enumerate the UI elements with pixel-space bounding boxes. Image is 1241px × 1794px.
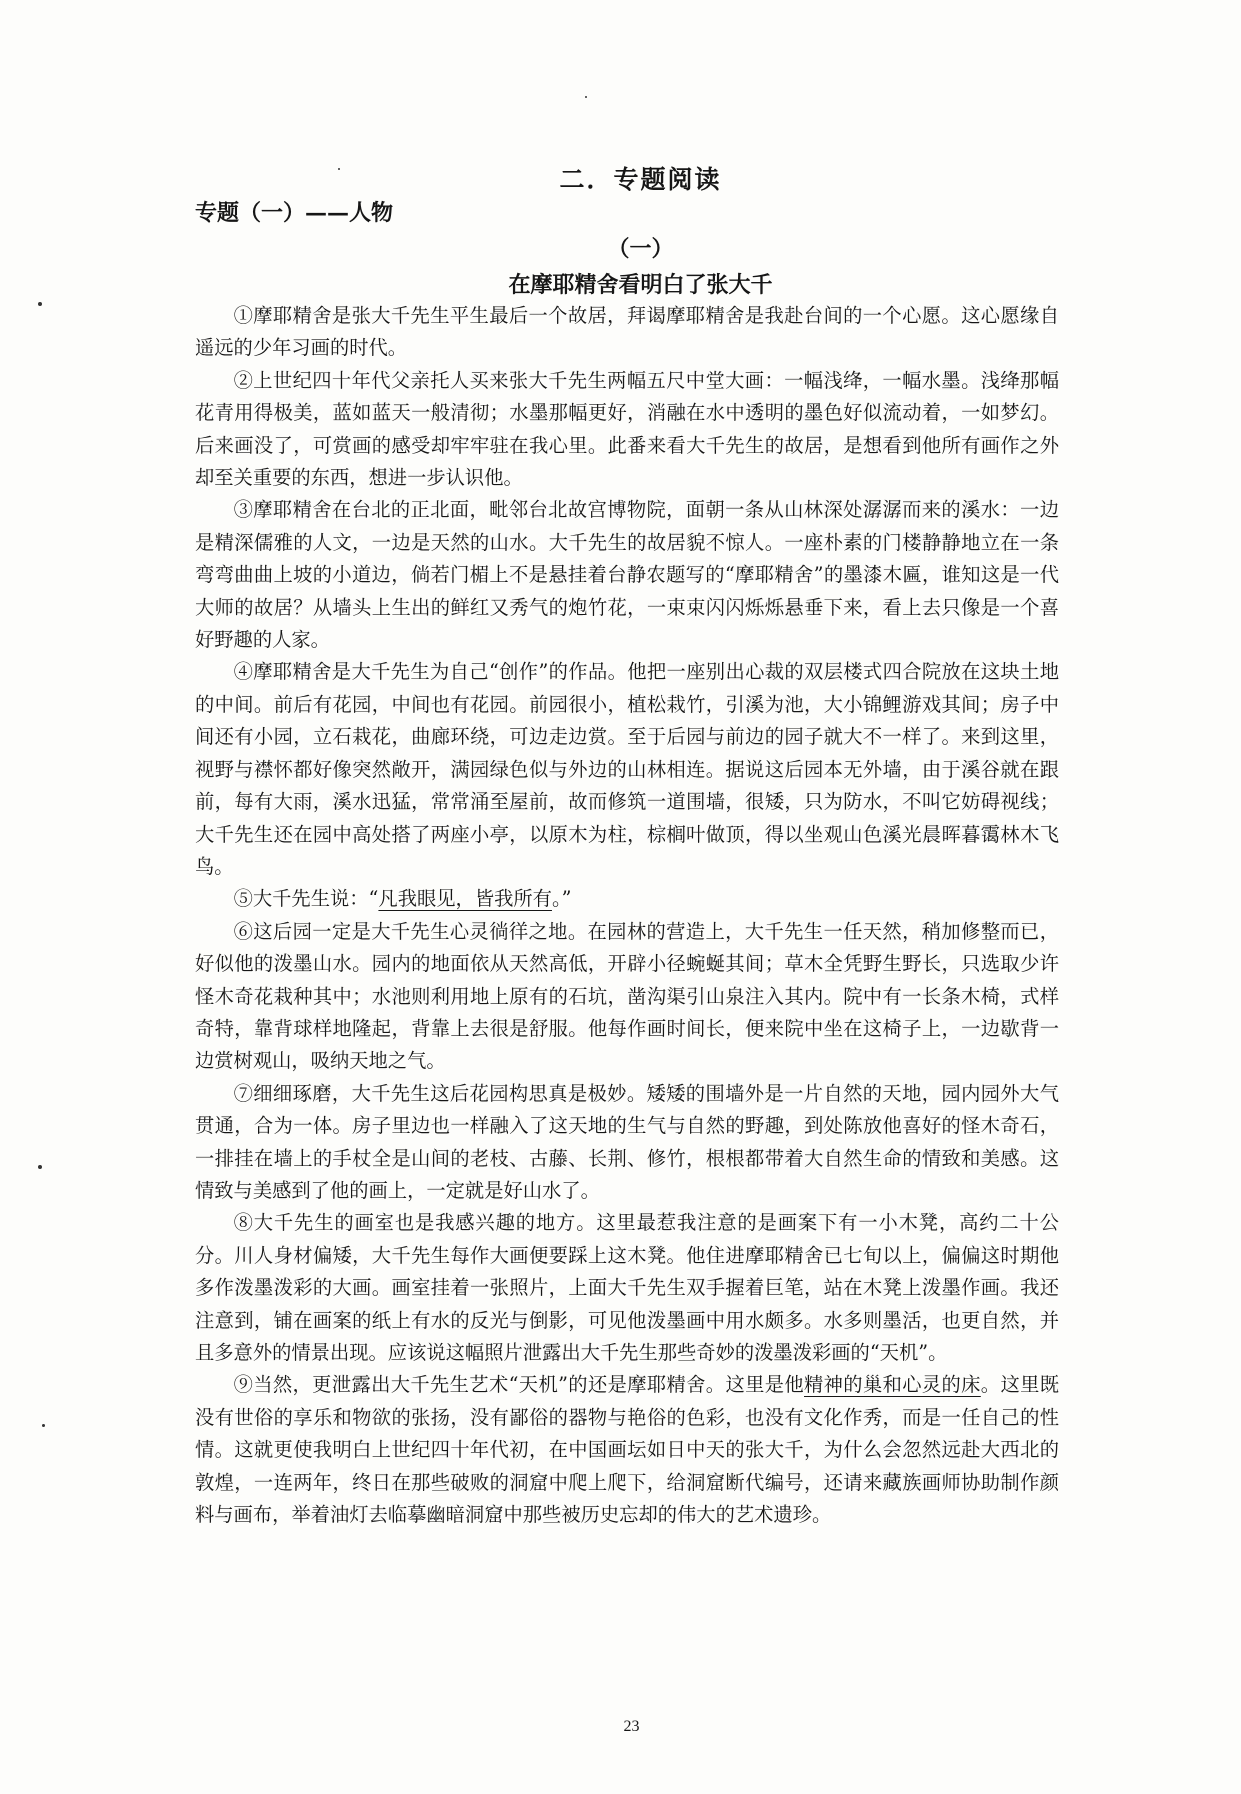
- section-heading: 二．专题阅读: [559, 165, 722, 194]
- paragraph-5: [195, 883, 1059, 915]
- paragraph-9: [195, 1369, 1059, 1531]
- paragraph-3: ③摩耶精舍在台北的正北面，毗邻台北故宫博物院，面朝一条从山林深处潺潺而来的溪水：一边是精深儒雅的人文，一边是天然的山水。大千先生的故居貌不惊人。一座朴素的门楼静静地立在一条弯弯曲曲上坡的小道边，倘若门楣上不是悬挂着台静农题写的“摩耶精舍”的墨漆木匾，谁知这是一代大师的故居？从墙头上生出的鲜红又秀气的炮竹花，一束束闪闪烁烁悬垂下来，看上去只像是一个喜好野趣的人家。: [195, 498, 1059, 652]
- paragraph-2: ②上世纪四十年代父亲托人买来张大千先生两幅五尺中堂大画：一幅浅绛，一幅水墨。浅绛那幅花青用得极美，蓝如蓝天一般清彻；水墨那幅更好，消融在水中透明的墨色好似流动着，一如梦幻。后来画没了，可赏画的感受却牢牢驻在我心里。此番来看大千先生的故居，是想看到他所有画作之外却至关重要的东西，想进一步认识他。: [195, 368, 1059, 490]
- page-number: 23: [623, 1718, 640, 1735]
- paragraph-5-tail: 。”: [551, 887, 572, 911]
- underlined-quote: 凡我眼见，皆我所有: [378, 887, 552, 911]
- paragraph-9-tail: 。这里既没有世俗的享乐和物欲的张扬，没有鄙俗的器物与艳俗的色彩，也没有文化作秀，而是一任自己的性情。这就更使我明白上世纪四十年代初，在中国画坛如日中天的张大千，为什么会忽然远赴大西北的敦煌，一连两年，终日在那些破败的洞窟中爬上爬下，给洞窟断代编号，还请来藏族画师协助制作颜料与画布，举着油灯去临摹幽暗洞窟中那些被历史忘却的伟大的艺术遗珍。: [195, 1373, 1060, 1527]
- topic-label: 专题（一）——人物: [195, 200, 394, 226]
- paragraph-8: ⑧大千先生的画室也是我感兴趣的地方。这里最惹我注意的是画案下有一小木凳，高约二十公分。川人身材偏矮，大千先生每作大画便要踩上这木凳。他住进摩耶精舍已七旬以上，偏偏这时期他多作泼墨泼彩的大画。画室挂着一张照片，上面大千先生双手握着巨笔，站在木凳上泼墨作画。我还注意到，铺在画案的纸上有水的反光与倒影，可见他泼墨画中用水颇多。水多则墨活，也更自然，并且多意外的情景出现。应该说这幅照片泄露出大千先生那些奇妙的泼墨泼彩画的“天机”。: [195, 1211, 1059, 1364]
- scan-speck: [38, 302, 42, 306]
- paragraph-9-lead: ⑨当然，更泄露出大千先生艺术“天机”的还是摩耶精舍。这里是他: [233, 1373, 805, 1397]
- paragraph-6: ⑥这后园一定是大千先生心灵徜徉之地。在园林的营造上，大千先生一任天然，稍加修整而已，好似他的泼墨山水。园内的地面依从天然高低，开辟小径蜿蜒其间；草木全凭野生野长，只选取少许怪木奇花栽种其中；水池则利用地上原有的石坑，凿沟渠引山泉注入其内。院中有一长条木椅，式样奇特，靠背球样地隆起，背靠上去很是舒服。他每作画时间长，便来院中坐在这椅子上，一边歇背一边赏树观山，吸纳天地之气。: [195, 919, 1059, 1073]
- scan-speck: [42, 1424, 45, 1427]
- paragraph-5-lead: ⑤大千先生说：“: [233, 887, 379, 911]
- paragraph-4: ④摩耶精舍是大千先生为自己“创作”的作品。他把一座别出心裁的双层楼式四合院放在这块土地的中间。前后有花园，中间也有花园。前园很小，植松栽竹，引溪为池，大小锦鲤游戏其间；房子中间还有小园，立石栽花，曲廊环绕，可边走边赏。至于后园与前边的园子就大不一样了。来到这里，视野与襟怀都好像突然敞开，满园绿色似与外边的山林相连。据说这后园本无外墙，由于溪谷就在跟前，每有大雨，溪水迅猛，常常涌至屋前，故而修筑一道围墙，很矮，只为防水，不叫它妨碍视线；大千先生还在园中高处搭了两座小亭，以原木为柱，棕榈叶做顶，得以坐观山色溪光晨晖暮霭林木飞鸟。: [195, 660, 1059, 878]
- article-body: [195, 300, 1059, 1531]
- item-number: （一）: [607, 236, 674, 262]
- paragraph-7: ⑦细细琢磨，大千先生这后花园构思真是极妙。矮矮的围墙外是一片自然的天地，园内园外大气贯通，合为一体。房子里边也一样融入了这天地的生气与自然的野趣，到处陈放他喜好的怪木奇石，一排挂在墙上的手杖全是山间的老枝、古藤、长荆、修竹，根根都带着大自然生命的情致和美感。这情致与美感到了他的画上，一定就是好山水了。: [195, 1081, 1059, 1202]
- article-title: 在摩耶精舍看明白了张大千: [508, 273, 773, 298]
- paragraph-1: ①摩耶精舍是张大千先生平生最后一个故居，拜谒摩耶精舍是我赴台间的一个心愿。这心愿缘自遥远的少年习画的时代。: [195, 304, 1059, 360]
- scan-speck: [338, 168, 340, 170]
- scan-speck: [585, 96, 587, 98]
- underlined-phrase: 精神的巢和心灵的床: [804, 1373, 981, 1397]
- scan-speck: [38, 1165, 42, 1169]
